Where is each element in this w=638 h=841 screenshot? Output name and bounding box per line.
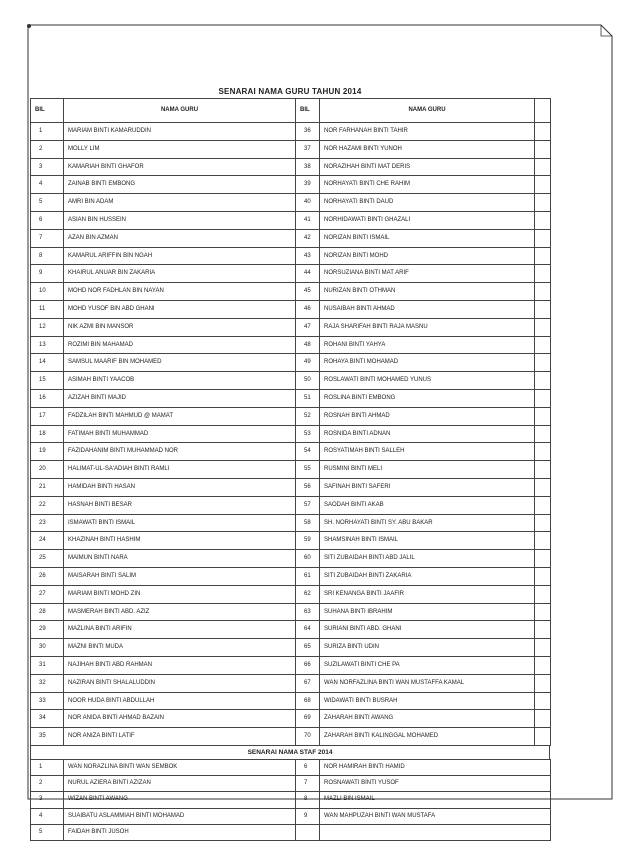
bil-cell: 21 <box>31 478 64 496</box>
blank-cell <box>535 710 551 728</box>
table-row <box>31 550 551 568</box>
nama-cell: SAODAH BINTI AKAB <box>320 496 535 514</box>
nama-cell: HALIMAT-UL-SA'ADIAH BINTI RAMLI <box>64 461 296 479</box>
blank-cell <box>535 656 551 674</box>
nama-cell: NURIZAN BINTI OTHMAN <box>320 283 535 301</box>
nama-cell: MOHD NOR FADHLAN BIN NAYAN <box>64 283 296 301</box>
nama-cell: KAMARUL ARIFFIN BIN NGAH <box>64 247 296 265</box>
nama-cell: ROSLAWATI BINTI MOHAMED YUNUS <box>320 372 535 390</box>
document-title: SENARAI NAMA GURU TAHUN 2014 <box>218 87 362 96</box>
blank-cell <box>535 496 551 514</box>
bil-cell: 3 <box>31 158 64 176</box>
nama-cell: MASMERAH BINTI ABD. AZIZ <box>64 603 296 621</box>
table-row <box>31 728 551 746</box>
nama-cell: SITI ZUBAIDAH BINTI ABD JALIL <box>320 550 535 568</box>
bil-cell: 62 <box>296 585 320 603</box>
blank-cell <box>535 354 551 372</box>
table-row <box>31 514 551 532</box>
bil-cell: 17 <box>31 407 64 425</box>
bil-cell <box>296 824 320 840</box>
table-row <box>31 461 551 479</box>
staff-table-body <box>31 759 551 840</box>
table-row <box>31 532 551 550</box>
nama-cell: SUZILAWATI BINTI CHE PA <box>320 656 535 674</box>
table-row <box>31 176 551 194</box>
bil-cell: 59 <box>296 532 320 550</box>
blank-cell <box>535 585 551 603</box>
bil-cell: 53 <box>296 425 320 443</box>
bil-cell: 44 <box>296 265 320 283</box>
bil-cell: 65 <box>296 639 320 657</box>
nama-cell: NORHAYATI BINTI DAUD <box>320 194 535 212</box>
nama-cell <box>320 824 551 840</box>
bil-cell: 8 <box>31 247 64 265</box>
staff-section-title: SENARAI NAMA STAF 2014 <box>30 746 550 759</box>
table-row <box>31 211 551 229</box>
blank-cell <box>535 621 551 639</box>
table-row <box>31 123 551 141</box>
bil-cell: 52 <box>296 407 320 425</box>
bil-cell: 70 <box>296 728 320 746</box>
blank-cell <box>535 603 551 621</box>
nama-cell: FAIDAH BINTI JUSOH <box>64 824 296 840</box>
bil-cell: 58 <box>296 514 320 532</box>
header-bil: BIL <box>31 99 64 123</box>
bil-cell: 36 <box>296 123 320 141</box>
table-row <box>31 674 551 692</box>
blank-cell <box>535 728 551 746</box>
bil-cell: 63 <box>296 603 320 621</box>
nama-cell: HASNAH BINTI BESAR <box>64 496 296 514</box>
nama-cell: MOHD YUSOF BIN ABD GHANI <box>64 300 296 318</box>
blank-cell <box>535 692 551 710</box>
bil-cell: 31 <box>31 656 64 674</box>
table-row <box>31 389 551 407</box>
blank-cell <box>535 674 551 692</box>
bil-cell: 26 <box>31 567 64 585</box>
nama-cell: ROSNAH BINTI AHMAD <box>320 407 535 425</box>
nama-cell: MAZLINA BINTI ARIFIN <box>64 621 296 639</box>
bil-cell: 22 <box>31 496 64 514</box>
bil-cell: 11 <box>31 300 64 318</box>
nama-cell: NOR FARHANAH BINTI TAHIR <box>320 123 535 141</box>
nama-cell: KAMARIAH BINTI GHAFOR <box>64 158 296 176</box>
nama-cell: SUHANA BINTI IBRAHIM <box>320 603 535 621</box>
bil-cell: 5 <box>31 194 64 212</box>
nama-cell: RAJA SHARIFAH BINTI RAJA MASNU <box>320 318 535 336</box>
bil-cell: 45 <box>296 283 320 301</box>
bil-cell: 56 <box>296 478 320 496</box>
blank-cell <box>535 300 551 318</box>
blank-cell <box>535 389 551 407</box>
bil-cell: 2 <box>31 776 64 792</box>
nama-cell: NAJIHAH BINTI ABD RAHMAN <box>64 656 296 674</box>
nama-cell: ROZIMI BIN MAHAMAD <box>64 336 296 354</box>
bil-cell: 57 <box>296 496 320 514</box>
nama-cell: NORAZIHAH BINTI MAT DERIS <box>320 158 535 176</box>
bil-cell: 50 <box>296 372 320 390</box>
nama-cell: FADZILAH BINTI MAHMUD @ MAMAT <box>64 407 296 425</box>
nama-cell: KHAIRUL ANUAR BIN ZAKARIA <box>64 265 296 283</box>
nama-cell: AZIZAH BINTI MAJID <box>64 389 296 407</box>
table-row <box>31 158 551 176</box>
bil-cell: 5 <box>31 824 64 840</box>
bil-cell: 48 <box>296 336 320 354</box>
bil-cell: 61 <box>296 567 320 585</box>
table-row <box>31 808 551 824</box>
nama-cell: ROSYATIMAH BINTI SALLEH <box>320 443 535 461</box>
blank-cell <box>535 443 551 461</box>
table-row <box>31 585 551 603</box>
bil-cell: 28 <box>31 603 64 621</box>
table-row <box>31 656 551 674</box>
blank-cell <box>535 336 551 354</box>
blank-cell <box>535 550 551 568</box>
nama-cell: ZAINAB BINTI EMBONG <box>64 176 296 194</box>
bil-cell: 38 <box>296 158 320 176</box>
table-row <box>31 354 551 372</box>
bil-cell: 14 <box>31 354 64 372</box>
blank-cell <box>535 407 551 425</box>
table-row <box>31 318 551 336</box>
staff-table <box>30 759 551 841</box>
bil-cell: 8 <box>296 792 320 808</box>
nama-cell: AZAN BIN AZMAN <box>64 229 296 247</box>
bil-cell: 13 <box>31 336 64 354</box>
table-row <box>31 336 551 354</box>
bil-cell: 34 <box>31 710 64 728</box>
bil-cell: 3 <box>31 792 64 808</box>
nama-cell: SH. NORHAYATI BINTI SY. ABU BAKAR <box>320 514 535 532</box>
nama-cell: WIZAN BINTI AWANG <box>64 792 296 808</box>
nama-cell: FATIMAH BINTI MUHAMMAD <box>64 425 296 443</box>
bil-cell: 64 <box>296 621 320 639</box>
guru-table-body <box>31 123 551 746</box>
nama-cell: SHAMSINAH BINTI ISMAIL <box>320 532 535 550</box>
nama-cell: MOLLY LIM <box>64 140 296 158</box>
bil-cell: 19 <box>31 443 64 461</box>
nama-cell: NURUL AZIERA BINTI AZIZAN <box>64 776 296 792</box>
blank-cell <box>535 425 551 443</box>
nama-cell: SURIZA BINTI UDIN <box>320 639 535 657</box>
nama-cell: NIK AZMI BIN MANSOR <box>64 318 296 336</box>
bil-cell: 6 <box>296 759 320 775</box>
bil-cell: 20 <box>31 461 64 479</box>
table-row <box>31 621 551 639</box>
nama-cell: SRI KENANGA BINTI JAAFIR <box>320 585 535 603</box>
bil-cell: 29 <box>31 621 64 639</box>
nama-cell: NUSAIBAH BINTI AHMAD <box>320 300 535 318</box>
nama-cell: NORIZAN BINTI ISMAIL <box>320 229 535 247</box>
blank-cell <box>535 158 551 176</box>
blank-cell <box>535 247 551 265</box>
nama-cell: SUAIBATU ASLAMMIAH BINTI MOHAMAD <box>64 808 296 824</box>
blank-cell <box>535 532 551 550</box>
blank-cell <box>535 99 551 123</box>
bil-cell: 9 <box>31 265 64 283</box>
bil-cell: 35 <box>31 728 64 746</box>
nama-cell: HAMIDAH BINTI HASAN <box>64 478 296 496</box>
nama-cell: ISMAWATI BINTI ISMAIL <box>64 514 296 532</box>
nama-cell: ROHANI BINTI YAHYA <box>320 336 535 354</box>
bil-cell: 68 <box>296 692 320 710</box>
table-row <box>31 194 551 212</box>
blank-cell <box>535 194 551 212</box>
bil-cell: 33 <box>31 692 64 710</box>
blank-cell <box>535 176 551 194</box>
nama-cell: NORSUZIANA BINTI MAT ARIF <box>320 265 535 283</box>
table-row <box>31 603 551 621</box>
nama-cell: NOR ANIZA BINTI LATIF <box>64 728 296 746</box>
nama-cell: WAN NORAZLINA BINTI WAN SEMBOK <box>64 759 296 775</box>
table-row <box>31 824 551 840</box>
nama-cell: SAMSUL MAARIF BIN MOHAMED <box>64 354 296 372</box>
bil-cell: 4 <box>31 176 64 194</box>
nama-cell: ROSNIDA BINTI ADNAN <box>320 425 535 443</box>
document-body <box>30 86 550 841</box>
table-row <box>31 283 551 301</box>
bil-cell: 32 <box>31 674 64 692</box>
table-header-row <box>31 99 551 123</box>
bil-cell: 51 <box>296 389 320 407</box>
bil-cell: 67 <box>296 674 320 692</box>
blank-cell <box>535 639 551 657</box>
blank-cell <box>535 211 551 229</box>
table-row <box>31 407 551 425</box>
blank-cell <box>535 265 551 283</box>
bil-cell: 18 <box>31 425 64 443</box>
blank-cell <box>535 514 551 532</box>
nama-cell: NAZIRAN BINTI SHALALUDDIN <box>64 674 296 692</box>
table-row <box>31 692 551 710</box>
nama-cell: SITI ZUBAIDAH BINTI ZAKARIA <box>320 567 535 585</box>
bil-cell: 4 <box>31 808 64 824</box>
nama-cell: RUSMINI BINTI MELI <box>320 461 535 479</box>
nama-cell: NOR HAZAMI BINTI YUNOH <box>320 140 535 158</box>
nama-cell: ROSNAWATI BINTI YUSOF <box>320 776 551 792</box>
nama-cell: WAN MAHPUZAH BINTI WAN MUSTAFA <box>320 808 551 824</box>
table-row <box>31 425 551 443</box>
bil-cell: 55 <box>296 461 320 479</box>
bil-cell: 60 <box>296 550 320 568</box>
bil-cell: 7 <box>31 229 64 247</box>
nama-cell: FAZIDAHANIM BINTI MUHAMMAD NOR <box>64 443 296 461</box>
table-row <box>31 567 551 585</box>
nama-cell: ROSLINA BINTI EMBONG <box>320 389 535 407</box>
nama-cell: MAISARAH BINTI SALIM <box>64 567 296 585</box>
bil-cell: 10 <box>31 283 64 301</box>
table-row <box>31 140 551 158</box>
guru-table <box>30 98 551 746</box>
nama-cell: ROHAYA BINTI MOHAMAD <box>320 354 535 372</box>
bil-cell: 1 <box>31 123 64 141</box>
table-row <box>31 265 551 283</box>
bil-cell: 47 <box>296 318 320 336</box>
bil-cell: 16 <box>31 389 64 407</box>
nama-cell: ASIMAH BINTI YAACOB <box>64 372 296 390</box>
bil-cell: 30 <box>31 639 64 657</box>
table-row <box>31 759 551 775</box>
nama-cell: WAN NORFAZLINA BINTI WAN MUSTAFFA KAMAL <box>320 674 535 692</box>
table-row <box>31 300 551 318</box>
table-row <box>31 229 551 247</box>
nama-cell: SURIANI BINTI ABD. GHANI <box>320 621 535 639</box>
bil-cell: 69 <box>296 710 320 728</box>
nama-cell: KHAZINAH BINTI HASHIM <box>64 532 296 550</box>
bil-cell: 49 <box>296 354 320 372</box>
nama-cell: ZAHARAH BINTI AWANG <box>320 710 535 728</box>
bil-cell: 15 <box>31 372 64 390</box>
nama-cell: NOR ANIDA BINTI AHMAD BAZAIN <box>64 710 296 728</box>
nama-cell: MAZLI BIN ISMAIL <box>320 792 551 808</box>
blank-cell <box>535 372 551 390</box>
bil-cell: 6 <box>31 211 64 229</box>
table-row <box>31 247 551 265</box>
table-row <box>31 776 551 792</box>
bil-cell: 24 <box>31 532 64 550</box>
blank-cell <box>535 229 551 247</box>
table-row <box>31 443 551 461</box>
blank-cell <box>535 318 551 336</box>
bil-cell: 9 <box>296 808 320 824</box>
nama-cell: ZAHARAH BINTI KALINGGAL MOHAMED <box>320 728 535 746</box>
bil-cell: 23 <box>31 514 64 532</box>
bil-cell: 1 <box>31 759 64 775</box>
bil-cell: 37 <box>296 140 320 158</box>
bil-cell: 7 <box>296 776 320 792</box>
header-nama-guru: NAMA GURU <box>64 99 296 123</box>
nama-cell: MAZNI BINTI MUDA <box>64 639 296 657</box>
nama-cell: ASIAN BIN HUSSEIN <box>64 211 296 229</box>
nama-cell: SAFINAH BINTI SAFERI <box>320 478 535 496</box>
blank-cell <box>535 123 551 141</box>
table-row <box>31 372 551 390</box>
bil-cell: 40 <box>296 194 320 212</box>
nama-cell: NORHAYATI BINTI CHE RAHIM <box>320 176 535 194</box>
bil-cell: 25 <box>31 550 64 568</box>
bil-cell: 27 <box>31 585 64 603</box>
bil-cell: 12 <box>31 318 64 336</box>
header-nama-guru: NAMA GURU <box>320 99 535 123</box>
blank-cell <box>535 567 551 585</box>
nama-cell: MARIAM BINTI MOHD ZIN <box>64 585 296 603</box>
bil-cell: 42 <box>296 229 320 247</box>
bil-cell: 43 <box>296 247 320 265</box>
table-row <box>31 792 551 808</box>
bil-cell: 46 <box>296 300 320 318</box>
bil-cell: 66 <box>296 656 320 674</box>
blank-cell <box>535 461 551 479</box>
table-row <box>31 639 551 657</box>
bil-cell: 39 <box>296 176 320 194</box>
table-row <box>31 478 551 496</box>
blank-cell <box>535 478 551 496</box>
nama-cell: NORIZAN BINTI MOHD <box>320 247 535 265</box>
nama-cell: AMRI BIN ADAM <box>64 194 296 212</box>
nama-cell: NOR HAMIRAH BINTI HAMID <box>320 759 551 775</box>
bil-cell: 41 <box>296 211 320 229</box>
bil-cell: 54 <box>296 443 320 461</box>
blank-cell <box>535 140 551 158</box>
nama-cell: NORHIDAWATI BINTI GHAZALI <box>320 211 535 229</box>
nama-cell: MARIAM BINTI KAMARUDDIN <box>64 123 296 141</box>
table-row <box>31 496 551 514</box>
blank-cell <box>535 283 551 301</box>
table-row <box>31 710 551 728</box>
bil-cell: 2 <box>31 140 64 158</box>
header-bil: BIL <box>296 99 320 123</box>
nama-cell: WIDAWATI BINTI BUSRAH <box>320 692 535 710</box>
nama-cell: NOOR HUDA BINTI ABDULLAH <box>64 692 296 710</box>
nama-cell: MAIMUN BINTI NARA <box>64 550 296 568</box>
